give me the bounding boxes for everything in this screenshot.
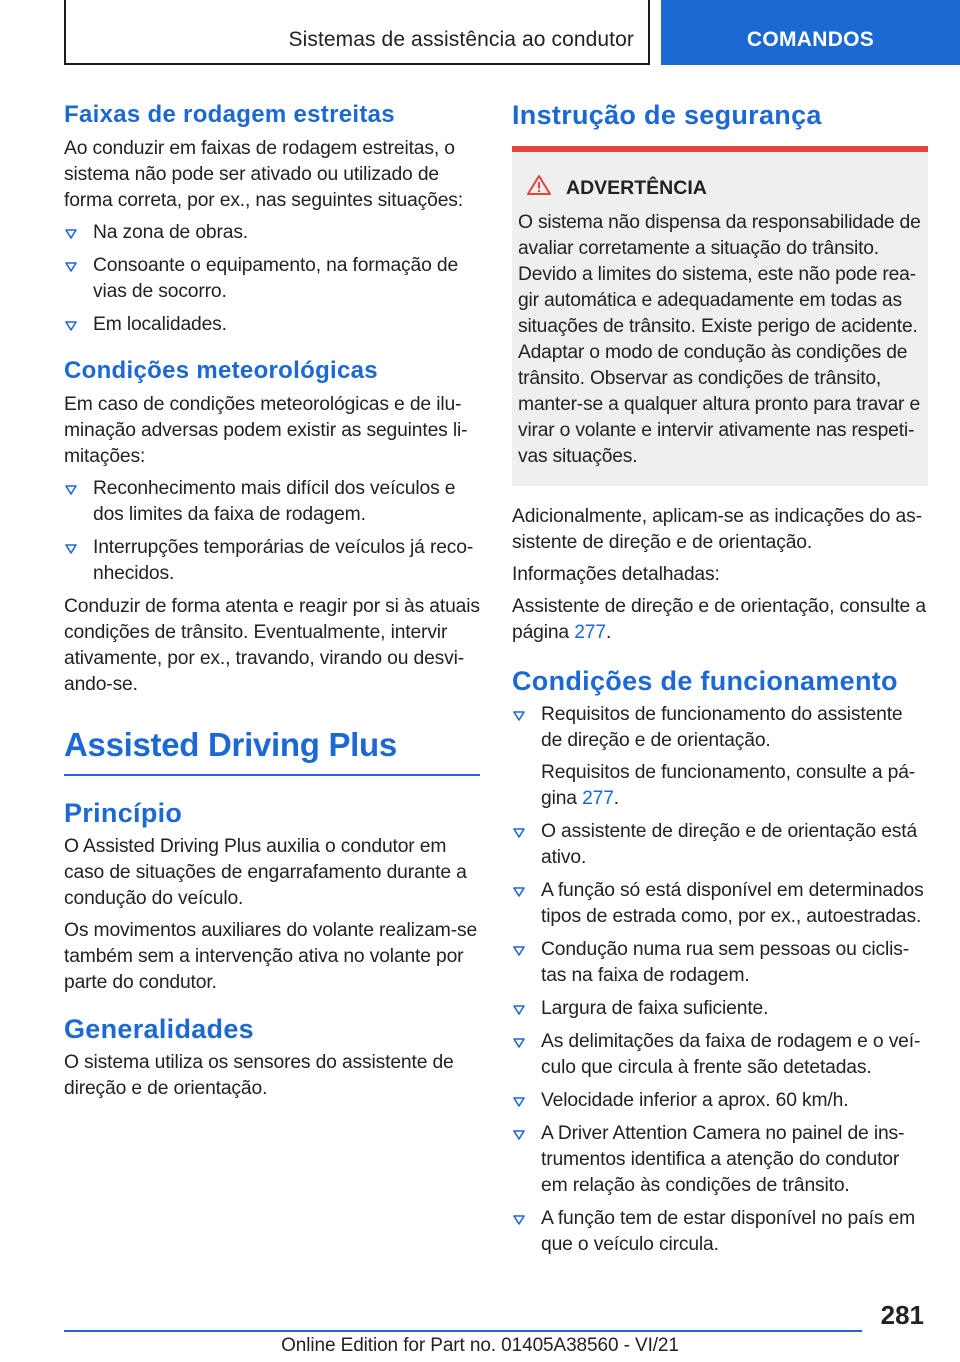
bullet-list — [64, 220, 480, 338]
triangle-bullet-icon — [64, 312, 78, 338]
triangle-bullet-icon — [64, 535, 78, 561]
paragraph: Em caso de condições meteorológicas e de ilu-minação adversas podem existir as seguintes li-mitações: — [64, 394, 468, 467]
triangle-bullet-icon — [64, 476, 78, 502]
triangle-bullet-icon — [512, 702, 526, 728]
chapter-heading: Assisted Driving Plus — [64, 724, 480, 776]
heading-generalidades: Generalidades — [64, 1014, 254, 1044]
list-item: Condução numa rua sem pessoas ou ciclis-tas na faixa de rodagem. — [512, 937, 928, 989]
warning-text: O sistema não dispensa da responsabilidade de avaliar corretamente a situação do trânsito. Devido a limites do sistema, este não pode rea-gir automática e adequadamente em todas as situações de trânsito. Existe perigo de acidente. Adaptar o modo de condução às condições de trânsito. Observar as condições de trânsito, manter-se a qualquer altura pronto para travar e virar o volante e intervir ativamente nas respeti-vas situações. — [518, 212, 921, 467]
triangle-bullet-icon — [64, 253, 78, 279]
triangle-bullet-icon — [512, 1121, 526, 1147]
paragraph: Assistente de direção e de orientação, consulte a página 277. — [512, 596, 926, 643]
page-number: 281 — [880, 1300, 924, 1330]
list-item: Largura de faixa suficiente. — [512, 996, 928, 1022]
paragraph: Ao conduzir em faixas de rodagem estreitas, o sistema não pode ser ativado ou utilizado de forma correta, por ex., nas seguintes situações: — [64, 138, 463, 211]
warning-triangle-icon — [526, 174, 566, 202]
list-item-sub: Requisitos de funcionamento, consulte a pá-gina 277. — [541, 762, 916, 809]
heading-condicoes-func: Condições de funcionamento — [512, 666, 898, 696]
paragraph: O sistema utiliza os sensores do assistente de direção e de orientação. — [64, 1052, 454, 1099]
heading-condicoes-meteo: Condições meteorológicas — [64, 357, 378, 384]
right-column — [512, 100, 928, 1265]
list-item: Na zona de obras. — [64, 220, 480, 246]
bullet-list — [64, 476, 480, 587]
paragraph: Conduzir de forma atenta e reagir por si às atuais condições de trânsito. Eventualmente, intervir ativamente, por ex., travando, virando ou desvi-ando-se. — [64, 596, 480, 695]
page-reference-link[interactable]: 277 — [574, 622, 606, 643]
triangle-bullet-icon — [512, 937, 526, 963]
triangle-bullet-icon — [512, 996, 526, 1022]
list-item: Velocidade inferior a aprox. 60 km/h. — [512, 1088, 928, 1114]
running-header — [64, 0, 650, 65]
list-item: O assistente de direção e de orientação está ativo. — [512, 819, 928, 871]
list-item: Consoante o equipamento, na formação de vias de socorro. — [64, 253, 480, 305]
list-item: A função tem de estar disponível no país em que o veículo circula. — [512, 1206, 928, 1258]
paragraph: O Assisted Driving Plus auxilia o condutor em caso de situações de engarrafamento durante a condução do veículo. — [64, 836, 467, 909]
heading-faixas: Faixas de rodagem estreitas — [64, 101, 395, 128]
triangle-bullet-icon — [512, 819, 526, 845]
page-reference-link[interactable]: 277 — [582, 788, 614, 809]
footer-rule — [64, 1330, 862, 1332]
triangle-bullet-icon — [512, 878, 526, 904]
edition-note: Online Edition for Part no. 01405A38560 - VI/21 — [281, 1335, 679, 1356]
paragraph: Informações detalhadas: — [512, 564, 720, 585]
triangle-bullet-icon — [64, 220, 78, 246]
triangle-bullet-icon — [512, 1206, 526, 1232]
heading-instrucao: Instrução de segurança — [512, 100, 822, 130]
list-item: Em localidades. — [64, 312, 480, 338]
left-column — [64, 100, 480, 1108]
list-item: A Driver Attention Camera no painel de ins-trumentos identifica a atenção do condutor em relação às condições de trânsito. — [512, 1121, 928, 1199]
chapter-title: COMANDOS — [746, 28, 875, 51]
warning-header — [518, 174, 922, 202]
triangle-bullet-icon — [512, 1029, 526, 1055]
list-item: As delimitações da faixa de rodagem e o veí-culo que circula à frente são detetadas. — [512, 1029, 928, 1081]
paragraph: Os movimentos auxiliares do volante realizam-se também sem a intervenção ativa no volante por parte do condutor. — [64, 920, 478, 993]
chapter-tab — [661, 0, 960, 65]
warning-label: ADVERTÊNCIA — [566, 176, 707, 199]
heading-principio: Princípio — [64, 798, 183, 828]
paragraph: Adicionalmente, aplicam-se as indicações do as-sistente de direção e de orientação. — [512, 506, 922, 553]
bullet-list — [512, 702, 928, 1258]
list-item: Requisitos de funcionamento do assistente de direção e de orientação. Requisitos de funcionamento, consulte a pá-gina 277. — [512, 702, 928, 812]
list-item: Reconhecimento mais difícil dos veículos e dos limites da faixa de rodagem. — [64, 476, 480, 528]
list-item: A função só está disponível em determinados tipos de estrada como, por ex., autoestradas. — [512, 878, 928, 930]
warning-box — [512, 146, 928, 486]
section-title: Sistemas de assistência ao condutor — [288, 28, 634, 51]
list-item: Interrupções temporárias de veículos já reco-nhecidos. — [64, 535, 480, 587]
triangle-bullet-icon — [512, 1088, 526, 1114]
